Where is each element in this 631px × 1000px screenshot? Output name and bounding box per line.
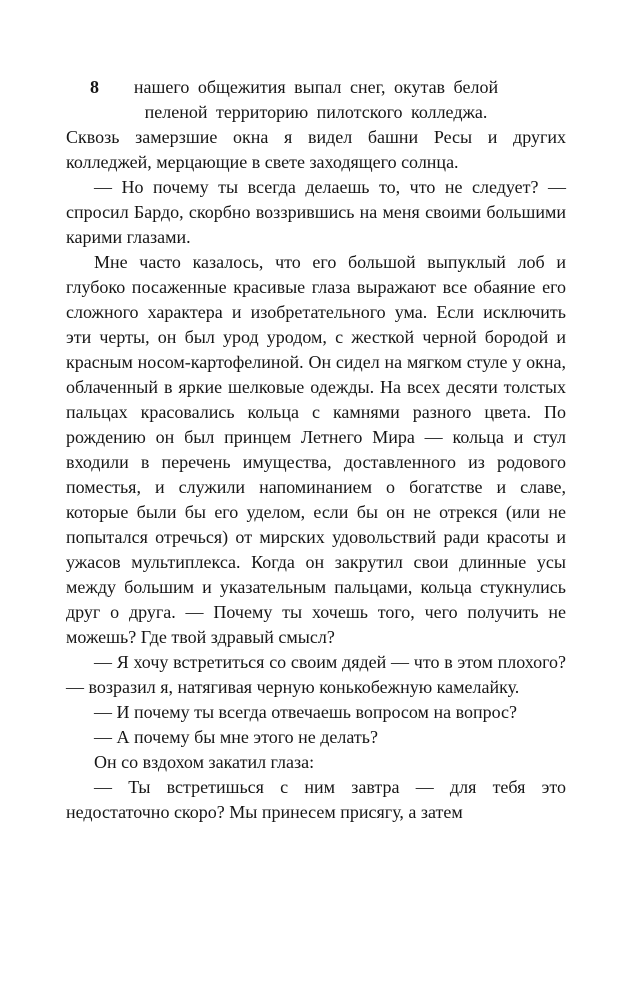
continuation-line: нашего общежития выпал снег, окутав белой — [133, 77, 499, 97]
paragraph: — Но почему ты всегда делаешь то, что не следует? — спросил Бардо, скорбно воззрившись на меня своими большими карими глазами. — [66, 177, 566, 247]
paragraph: — А почему бы мне этого не делать? — [94, 727, 378, 747]
paragraph: — И почему ты всегда отвечаешь вопросом на вопрос? — [94, 702, 517, 722]
paragraph: — Ты встретишься с ним завтра — для тебя это недостаточно скоро? Мы принесем присягу, а затем — [66, 777, 566, 822]
paragraph: Мне часто казалось, что его большой выпуклый лоб и глубоко посаженные красивые глаза выражают все обаяние его сложного характера и изобретательного ума. Если исключить эти черты, он был урод уродом, с жесткой черной бородой и красным носом-картофелиной. Он сидел на мягком стуле у окна, облаченный в яркие шелковые одежды. На всех десяти толстых пальцах красовались кольца с камнями разного цвета. По рождению он был принцем Летнего Мира — кольца и стул входили в перечень имущества, доставленного из родового поместья, и служили напоминанием о богатстве и славе, которые были бы его уделом, если бы он не отрекся (или не попытался отречься) от мирских удовольствий ради красоты и ужасов мультиплекса. Когда он закрутил свои длинные усы между большим и указательным пальцами, кольца стукнулись друг о друга. — Почему ты хочешь того, чего получить не можешь? Где твой здравый смысл? — [66, 252, 566, 647]
paragraph: Он со вздохом закатил глаза: — [94, 752, 315, 772]
page-content — [66, 75, 566, 825]
continuation-line: пеленой территорию пилотского колледжа. — [144, 102, 488, 122]
page-header — [66, 75, 566, 125]
paragraph: — Я хочу встретиться со своим дядей — что в этом плохого? — возразил я, натягивая черную конькобежную камелайку. — [66, 652, 566, 697]
paragraph: Сквозь замерзшие окна я видел башни Ресы и других колледжей, мерцающие в свете заходящего солнца. — [66, 127, 566, 172]
page-number: 8 — [90, 77, 99, 97]
